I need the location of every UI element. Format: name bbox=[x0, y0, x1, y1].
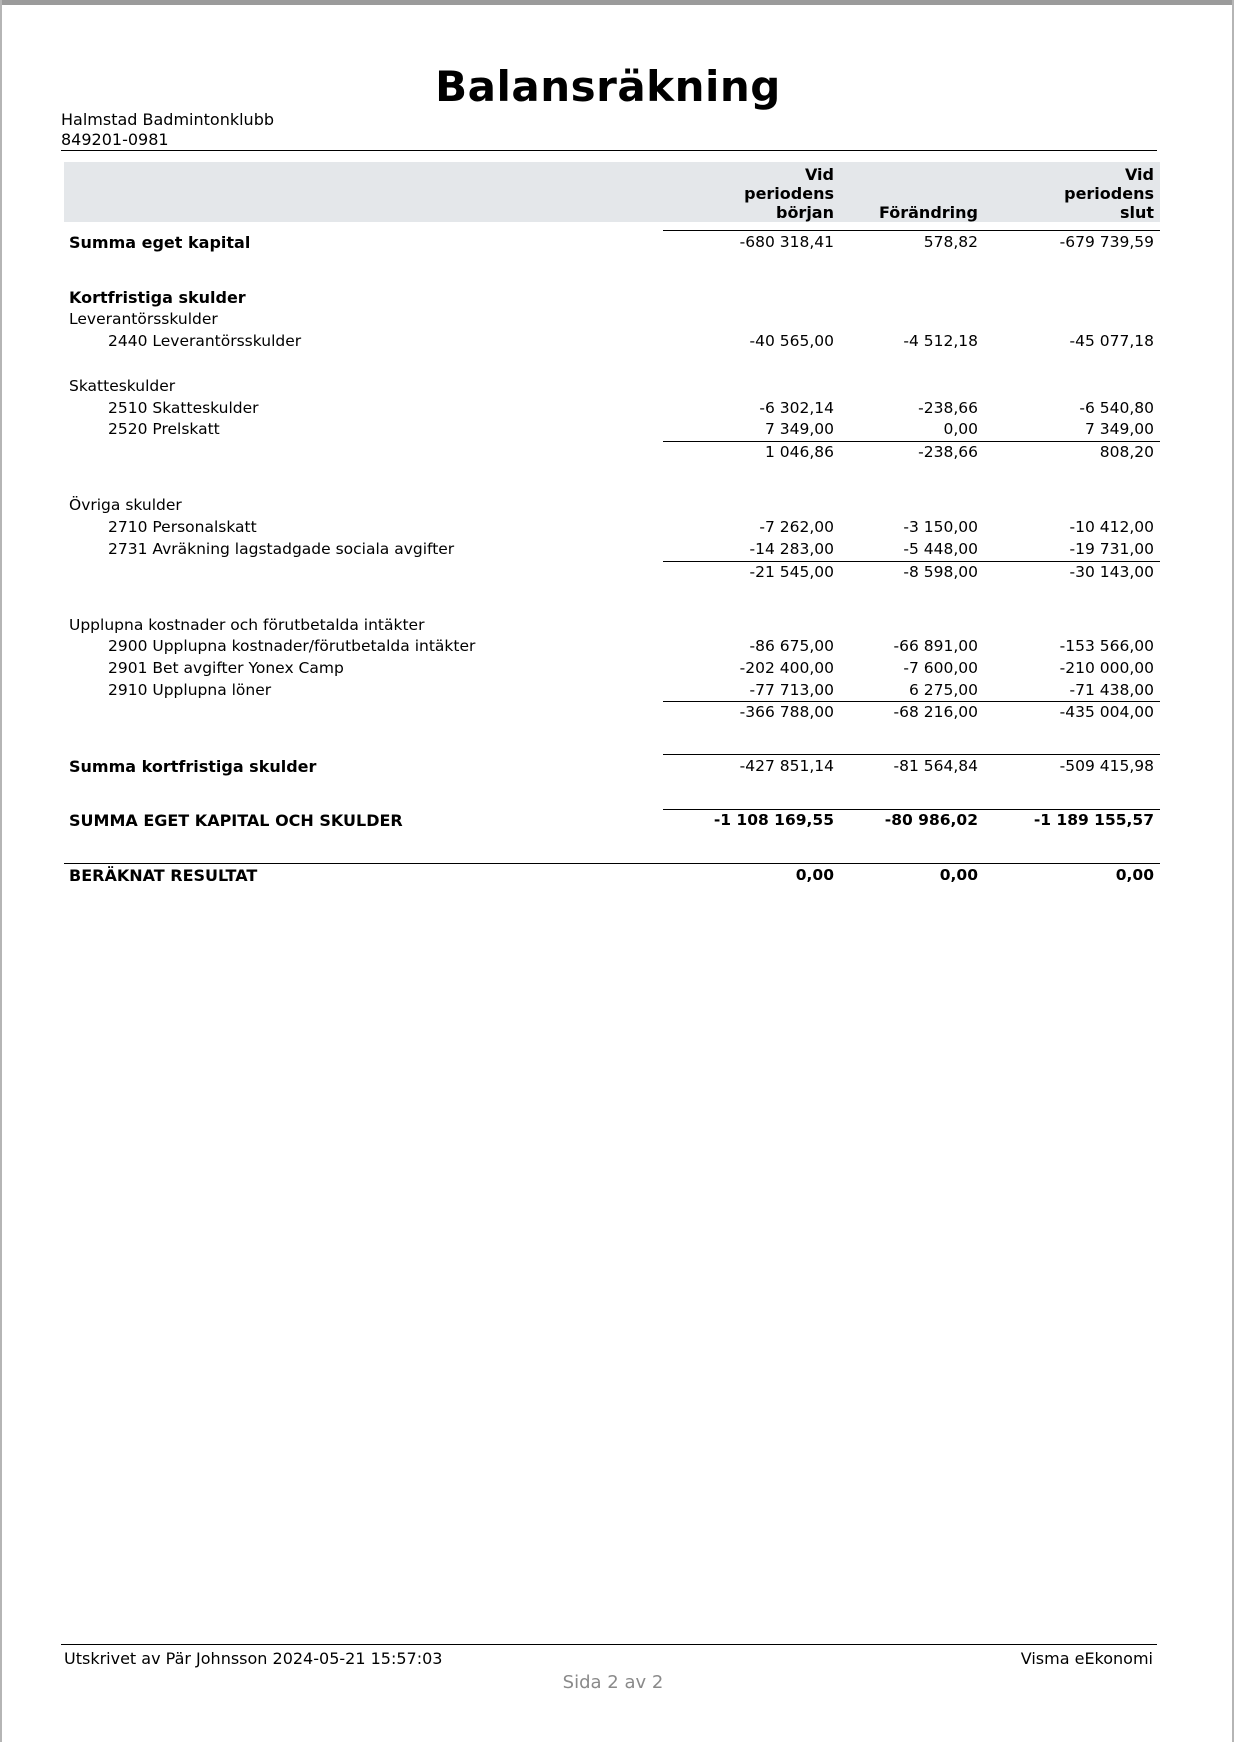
row-label: 2440 Leverantörsskulder bbox=[108, 332, 302, 350]
row-account-2731 bbox=[0, 540, 1234, 562]
page-title: Balansräkning bbox=[435, 62, 781, 111]
row-summa-kortfristiga bbox=[0, 757, 1234, 779]
value-start: -21 545,00 bbox=[749, 563, 834, 581]
value-start: -427 851,14 bbox=[739, 757, 834, 775]
row-account-2520 bbox=[0, 420, 1234, 442]
column-header-end-line3: slut bbox=[1119, 203, 1154, 222]
row-account-2510 bbox=[0, 399, 1234, 421]
row-account-2440 bbox=[0, 332, 1234, 354]
organization-number: 849201-0981 bbox=[61, 130, 169, 149]
row-label: 2901 Bet avgifter Yonex Camp bbox=[108, 659, 344, 677]
value-end: 808,20 bbox=[1099, 443, 1154, 461]
value-end: -153 566,00 bbox=[1059, 637, 1154, 655]
value-end: -1 189 155,57 bbox=[1033, 811, 1154, 829]
row-label: 2731 Avräkning lagstadgade sociala avgifter bbox=[108, 540, 455, 558]
value-change: -5 448,00 bbox=[903, 540, 978, 558]
value-end: -45 077,18 bbox=[1069, 332, 1154, 350]
value-change: 0,00 bbox=[939, 866, 978, 884]
value-start: -680 318,41 bbox=[739, 233, 834, 251]
value-start: -77 713,00 bbox=[749, 681, 834, 699]
column-header-start-line1: Vid bbox=[804, 165, 834, 184]
row-label: 2710 Personalskatt bbox=[108, 518, 257, 536]
value-start: -7 262,00 bbox=[759, 518, 834, 536]
value-start: 0,00 bbox=[795, 866, 834, 884]
subtotal-rule bbox=[663, 701, 1160, 702]
header-underline bbox=[663, 230, 1160, 231]
value-start: -86 675,00 bbox=[749, 637, 834, 655]
footer-divider bbox=[61, 1644, 1157, 1645]
page-number: Sida 2 av 2 bbox=[562, 1672, 664, 1693]
column-header-start-line2: periodens bbox=[744, 184, 834, 203]
group-label: Upplupna kostnader och förutbetalda intäkter bbox=[69, 616, 425, 634]
row-account-2900 bbox=[0, 637, 1234, 659]
value-end: -509 415,98 bbox=[1059, 757, 1154, 775]
organization-block bbox=[61, 110, 274, 150]
row-label: BERÄKNAT RESULTAT bbox=[69, 866, 258, 885]
value-end: 0,00 bbox=[1115, 866, 1154, 884]
row-beraknat-resultat bbox=[0, 866, 1234, 888]
row-label: 2510 Skatteskulder bbox=[108, 399, 259, 417]
value-start: -1 108 169,55 bbox=[713, 811, 834, 829]
row-summa-eget-kapital bbox=[0, 233, 1234, 255]
group-label: Övriga skulder bbox=[69, 496, 182, 514]
header-divider bbox=[61, 150, 1157, 151]
value-start: -14 283,00 bbox=[749, 540, 834, 558]
row-summa-eget-kapital-och-skulder bbox=[0, 811, 1234, 833]
value-end: -210 000,00 bbox=[1059, 659, 1154, 677]
value-end: -435 004,00 bbox=[1059, 703, 1154, 721]
row-subtotal-skatteskulder bbox=[0, 443, 1234, 465]
value-end: -19 731,00 bbox=[1069, 540, 1154, 558]
page-top-border bbox=[0, 0, 1234, 5]
value-start: 1 046,86 bbox=[764, 443, 834, 461]
subtotal-rule bbox=[663, 441, 1160, 442]
row-account-2710 bbox=[0, 518, 1234, 540]
organization-name: Halmstad Badmintonklubb bbox=[61, 110, 274, 129]
row-label: Summa eget kapital bbox=[69, 233, 251, 252]
footer-printed-by: Utskrivet av Pär Johnsson 2024-05-21 15:57:03 bbox=[64, 1649, 443, 1668]
value-change: -7 600,00 bbox=[903, 659, 978, 677]
group-label: Skatteskulder bbox=[69, 377, 176, 395]
value-change: -4 512,18 bbox=[903, 332, 978, 350]
value-start: -366 788,00 bbox=[739, 703, 834, 721]
value-change: -81 564,84 bbox=[893, 757, 978, 775]
column-header-start bbox=[734, 165, 834, 222]
group-ovriga-skulder bbox=[0, 496, 1234, 518]
value-change: 0,00 bbox=[943, 420, 978, 438]
value-change: -3 150,00 bbox=[903, 518, 978, 536]
row-account-2901 bbox=[0, 659, 1234, 681]
result-rule bbox=[64, 863, 1160, 864]
row-subtotal-upplupna bbox=[0, 703, 1234, 725]
column-header-change: Förändring bbox=[878, 203, 978, 222]
value-change: -80 986,02 bbox=[884, 811, 978, 829]
value-end: -679 739,59 bbox=[1059, 233, 1154, 251]
value-start: -6 302,14 bbox=[759, 399, 834, 417]
row-label: Summa kortfristiga skulder bbox=[69, 757, 317, 776]
value-change: -66 891,00 bbox=[893, 637, 978, 655]
value-change: -238,66 bbox=[918, 443, 978, 461]
value-start: -202 400,00 bbox=[739, 659, 834, 677]
total-rule bbox=[663, 754, 1160, 755]
subtotal-rule bbox=[663, 561, 1160, 562]
value-change: -238,66 bbox=[918, 399, 978, 417]
value-start: 7 349,00 bbox=[764, 420, 834, 438]
group-label: Leverantörsskulder bbox=[69, 310, 218, 328]
column-header-end-line1: Vid bbox=[1124, 165, 1154, 184]
column-header-band bbox=[64, 162, 1160, 222]
value-change: 6 275,00 bbox=[908, 681, 978, 699]
row-account-2910 bbox=[0, 681, 1234, 703]
row-label: 2900 Upplupna kostnader/förutbetalda intäkter bbox=[108, 637, 476, 655]
value-end: -10 412,00 bbox=[1069, 518, 1154, 536]
value-change: 578,82 bbox=[923, 233, 978, 251]
row-subtotal-ovriga bbox=[0, 563, 1234, 585]
value-end: -71 438,00 bbox=[1069, 681, 1154, 699]
section-heading-kortfristiga bbox=[0, 288, 1234, 310]
value-change: -68 216,00 bbox=[893, 703, 978, 721]
group-leverantorsskulder bbox=[0, 310, 1234, 332]
total-rule bbox=[663, 809, 1160, 810]
column-header-end-line2: periodens bbox=[1064, 184, 1154, 203]
value-end: 7 349,00 bbox=[1084, 420, 1154, 438]
section-heading-label: Kortfristiga skulder bbox=[69, 288, 246, 307]
column-header-start-line3: början bbox=[775, 203, 834, 222]
column-header-end bbox=[1054, 165, 1154, 222]
footer-software: Visma eEkonomi bbox=[1020, 1649, 1153, 1668]
value-end: -30 143,00 bbox=[1069, 563, 1154, 581]
group-upplupna bbox=[0, 616, 1234, 638]
value-end: -6 540,80 bbox=[1079, 399, 1154, 417]
row-label: SUMMA EGET KAPITAL OCH SKULDER bbox=[69, 811, 403, 830]
value-start: -40 565,00 bbox=[749, 332, 834, 350]
row-label: 2910 Upplupna löner bbox=[108, 681, 272, 699]
group-skatteskulder bbox=[0, 377, 1234, 399]
value-change: -8 598,00 bbox=[903, 563, 978, 581]
row-label: 2520 Prelskatt bbox=[108, 420, 220, 438]
